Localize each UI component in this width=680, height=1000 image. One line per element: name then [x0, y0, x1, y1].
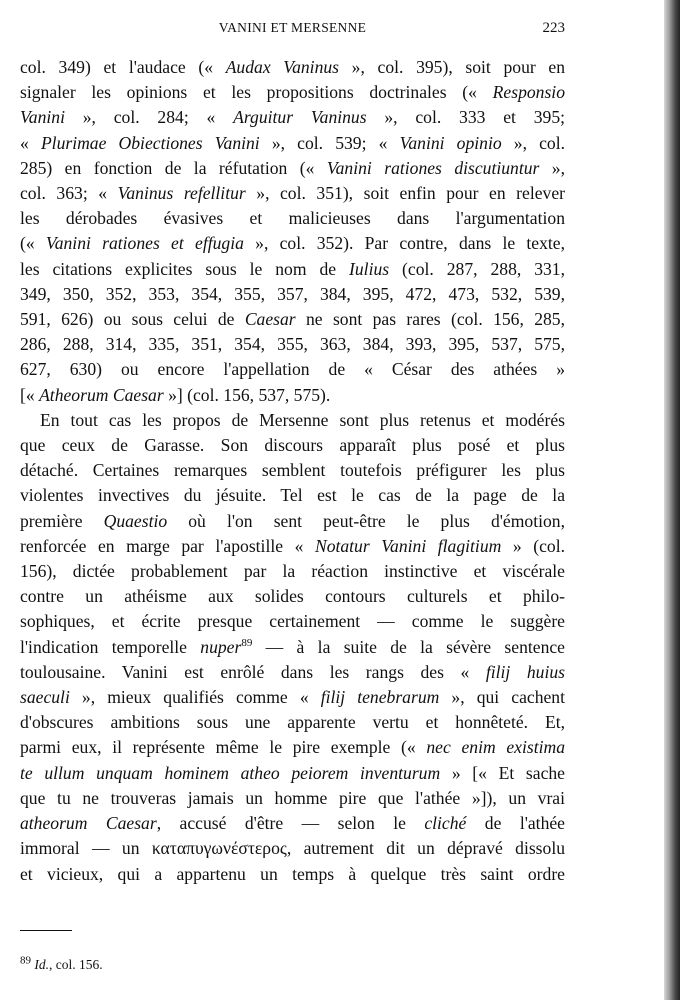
italic-span: nuper — [200, 636, 242, 657]
text-line — [20, 584, 565, 609]
italic-span: saeculi — [20, 687, 70, 708]
text-span: », col. 395), soit pour en — [339, 57, 565, 77]
text-span: 591, 626) ou sous celui de — [20, 309, 245, 330]
text-line — [20, 635, 565, 660]
text-span: et vicieux, qui a appartenu un temps à quelque très saint ordre — [20, 863, 565, 884]
italic-span: Vaninus refellitur — [117, 183, 246, 204]
footnote-rule — [20, 930, 72, 931]
running-header — [20, 20, 565, 42]
text-line — [20, 735, 565, 760]
body-text — [20, 55, 565, 887]
italic-span: Quaestio — [103, 510, 168, 531]
text-span: » [« Et sache — [440, 762, 565, 783]
italic-span: Vanini opinio — [399, 132, 502, 153]
text-line — [20, 408, 565, 433]
text-line — [20, 433, 565, 458]
text-span: », col. 539; « — [259, 132, 400, 153]
text-line — [20, 257, 565, 282]
text-line — [20, 332, 565, 357]
italic-span: Caesar — [244, 309, 296, 330]
text-line — [20, 206, 565, 231]
text-line — [20, 534, 565, 559]
text-line — [20, 55, 565, 80]
text-span: , autrement dit un dépravé dissolu — [286, 838, 566, 859]
text-line — [20, 357, 565, 382]
text-span: immoral — un — [20, 838, 152, 859]
footnote-number: 89 — [20, 954, 31, 967]
text-span: », col. — [501, 132, 566, 153]
text-line — [20, 509, 565, 534]
text-line — [20, 483, 565, 508]
footnote — [20, 954, 103, 973]
text-span: toulousaine. Vanini est enrôlé dans les rangs des « — [20, 661, 486, 682]
text-line — [20, 685, 565, 710]
text-line — [20, 811, 565, 836]
text-span: détaché. Certaines remarques semblent toutefois préfigurer les plus — [20, 460, 565, 481]
text-span: col. 363; « — [20, 183, 118, 204]
italic-span: Atheorum Caesar — [39, 384, 164, 405]
text-span: parmi eux, il représente même le pire exemple (« — [20, 737, 427, 758]
text-span: (« — [20, 233, 46, 254]
text-line — [20, 105, 565, 130]
italic-span: Iulius — [349, 258, 390, 279]
text-span: En tout cas les propos de Mersenne sont plus retenus et modérés — [40, 409, 565, 430]
text-span: les dérobades évasives et malicieuses dans l'argumentation — [20, 208, 565, 229]
text-span: », col. 284; « — [64, 107, 234, 128]
text-span: », mieux qualifiés comme « — [69, 687, 321, 708]
italic-span: te ullum unquam hominem atheo peiorem inventurum — [20, 762, 441, 783]
italic-span: Notatur Vanini flagitium — [314, 535, 502, 556]
italic-span: Responsio — [492, 82, 565, 103]
page-number: 223 — [542, 20, 565, 36]
text-span: 349, 350, 352, 353, 354, 355, 357, 384, 395, 472, 473, 532, 539, — [20, 283, 565, 304]
text-span: ne sont pas rares (col. 156, 285, — [295, 309, 565, 330]
text-span: »] (col. 156, 537, 575). — [163, 384, 331, 405]
text-span: [« — [20, 384, 40, 405]
text-span: » (col. — [501, 535, 565, 556]
text-span: 156), dictée probablement par la réaction instinctive et viscérale — [20, 561, 565, 582]
italic-span: Plurimae Obiectiones Vanini — [40, 132, 260, 153]
italic-span: atheorum Caesar — [20, 813, 157, 834]
text-line — [20, 383, 565, 408]
italic-span: Vanini rationes et effugia — [45, 233, 244, 254]
italic-span: filij huius — [485, 661, 565, 682]
italic-span: cliché — [424, 813, 467, 834]
text-span: que ceux de Garasse. Son discours apparaît plus posé et plus — [20, 435, 565, 456]
text-line — [20, 231, 565, 256]
text-line — [20, 131, 565, 156]
text-span: », — [539, 157, 565, 178]
text-span: (col. 287, 288, 331, — [389, 258, 565, 279]
greek-word: καταπυγωνέστερος — [151, 838, 287, 859]
text-line — [20, 710, 565, 735]
text-span: 627, 630) ou encore l'appellation de « César des athées » — [20, 359, 565, 380]
italic-span: filij tenebrarum — [320, 687, 440, 708]
text-span: — à la suite de la sévère sentence — [252, 636, 565, 657]
text-span: signaler les opinions et les propositions doctrinales (« — [20, 82, 493, 103]
footnote-ref: Id. — [34, 957, 49, 972]
text-line — [20, 282, 565, 307]
text-span: sophiques, et écrite presque certainement — comme le suggère — [20, 611, 565, 632]
header-title: VANINI ET MERSENNE — [218, 20, 367, 35]
text-span: que tu ne trouveras jamais un homme pire que l'athée »]), un vrai — [20, 787, 565, 808]
text-span: l'indication temporelle — [20, 636, 201, 657]
text-line — [20, 609, 565, 634]
text-span: « — [20, 132, 41, 153]
text-span: , accusé d'être — selon le — [156, 813, 425, 834]
text-line — [20, 836, 565, 861]
text-line — [20, 307, 565, 332]
text-line — [20, 458, 565, 483]
italic-span: Audax Vaninus — [225, 57, 340, 77]
text-line — [20, 80, 565, 105]
text-line — [20, 761, 565, 786]
page-edge-shadow — [664, 0, 680, 1000]
text-line — [20, 862, 565, 887]
text-span: », col. 351), soit enfin pour en relever — [245, 183, 565, 204]
text-span: de l'athée — [466, 813, 565, 834]
italic-span: Vanini — [20, 107, 65, 128]
text-span: », col. 333 et 395; — [366, 107, 565, 128]
italic-span: nec enim existima — [426, 737, 565, 758]
text-span: contre un athéisme aux solides contours culturels et philo- — [20, 586, 565, 607]
text-span: violentes invectives du jésuite. Tel est le cas de la page de la — [20, 485, 565, 506]
text-span: », qui cachent — [439, 687, 565, 708]
text-line — [20, 660, 565, 685]
text-span: les citations explicites sous le nom de — [20, 258, 350, 279]
footnote-text: , col. 156. — [49, 957, 103, 972]
italic-span: Vanini rationes discutiuntur — [326, 157, 540, 178]
text-span: 285) en fonction de la réfutation (« — [20, 157, 327, 178]
text-span: renforcée en marge par l'apostille « — [20, 535, 315, 556]
footnote-marker: 89 — [241, 636, 253, 649]
text-line — [20, 786, 565, 811]
italic-span: Arguitur Vaninus — [233, 107, 367, 128]
text-span: première — [20, 510, 104, 531]
text-line — [20, 181, 565, 206]
text-line — [20, 156, 565, 181]
text-span: d'obscures ambitions sous une apparente vertu et honnêteté. Et, — [20, 712, 565, 733]
text-span: col. 349) et l'audace (« — [20, 57, 226, 77]
text-line — [20, 559, 565, 584]
text-span: 286, 288, 314, 335, 351, 354, 355, 363, 384, 393, 395, 537, 575, — [20, 334, 565, 355]
text-span: où l'on sent peut-être le plus d'émotion, — [167, 510, 565, 531]
text-span: », col. 352). Par contre, dans le texte, — [243, 233, 566, 254]
